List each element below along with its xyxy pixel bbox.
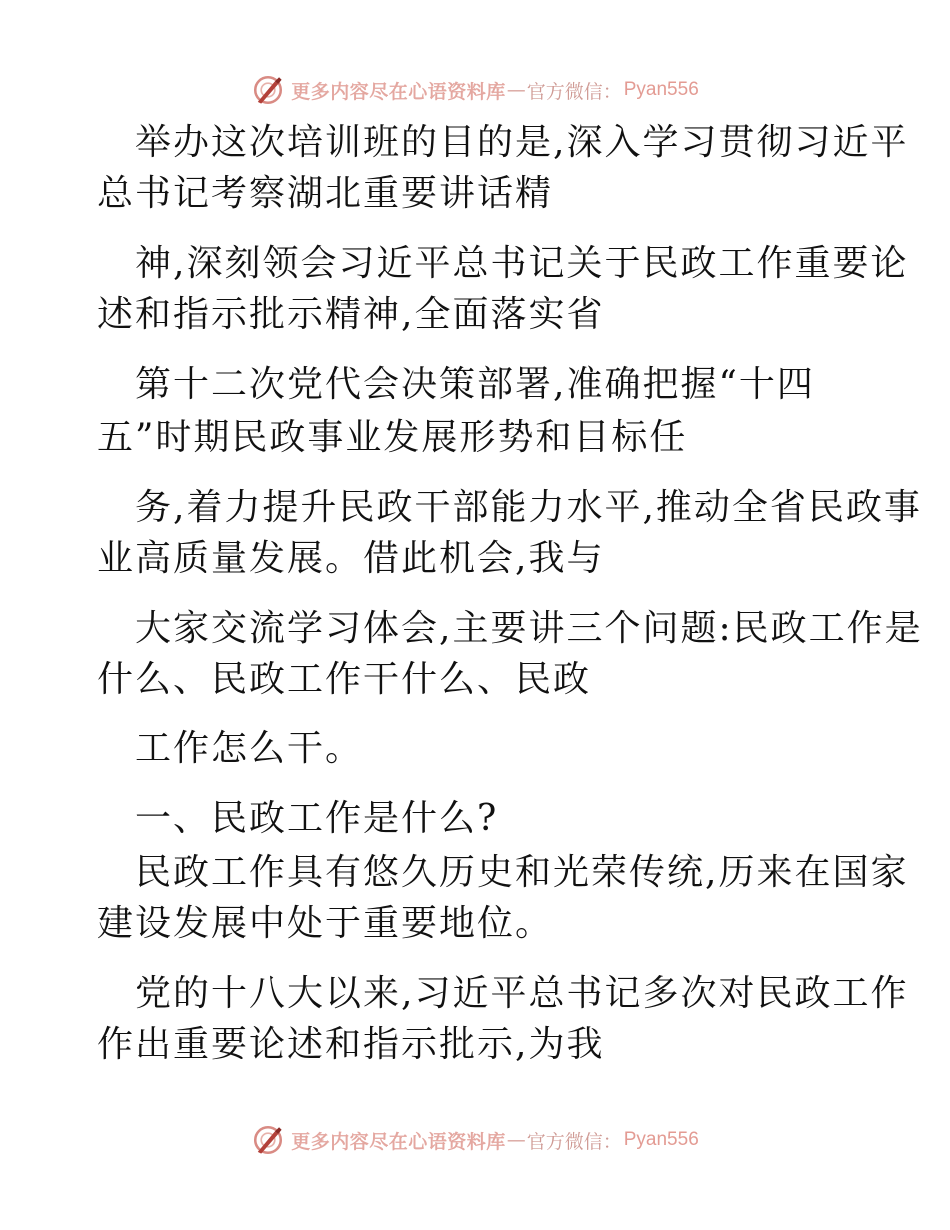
- watermark-label: 官方微信：: [526, 80, 622, 103]
- watermark-brand-text: 更多内容尽在心语资料库: [291, 80, 506, 103]
- paragraph-line: 民政工作具有悠久历史和光荣传统,历来在国家: [135, 852, 909, 893]
- paragraph-line: 五”时期民政事业发展形势和目标任: [97, 417, 688, 458]
- paragraph-line: 第十二次党代会决策部署,准确把握“十四: [135, 364, 815, 405]
- pen-circle-logo-icon: [251, 1123, 285, 1157]
- paragraph-line: 务,着力提升民政干部能力水平,推动全省民政事: [135, 487, 922, 528]
- paragraph-line: 业高质量发展。借此机会,我与: [97, 538, 605, 579]
- paragraph-line: 工作怎么干。: [135, 728, 364, 769]
- paragraph-line: 党的十八大以来,习近平总书记多次对民政工作: [135, 973, 909, 1014]
- paragraph-line: 大家交流学习体会,主要讲三个问题:民政工作是: [135, 608, 923, 649]
- paragraph-line: 作出重要论述和指示批示,为我: [97, 1024, 605, 1065]
- footer-watermark: [0, 1120, 950, 1160]
- watermark-separator: —: [506, 1129, 526, 1151]
- header-watermark: [0, 70, 950, 110]
- paragraph-line: 一、民政工作是什么?: [135, 798, 499, 839]
- pen-circle-logo-icon: [251, 73, 285, 107]
- watermark-wechat-id: Pyan556: [623, 79, 699, 100]
- paragraph-line: 神,深刻领会习近平总书记关于民政工作重要论: [135, 243, 909, 284]
- paragraph-line: 什么、民政工作干什么、民政: [97, 659, 592, 700]
- paragraph-line: 总书记考察湖北重要讲话精: [97, 173, 554, 214]
- watermark-brand-text: 更多内容尽在心语资料库: [291, 1130, 506, 1153]
- paragraph-line: 述和指示批示精神,全面落实省: [97, 294, 605, 335]
- watermark-separator: —: [506, 79, 526, 101]
- paragraph-line: 举办这次培训班的目的是,深入学习贯彻习近平: [135, 122, 909, 163]
- watermark-wechat-id: Pyan556: [623, 1129, 699, 1150]
- paragraph-line: 建设发展中处于重要地位。: [97, 903, 554, 944]
- watermark-label: 官方微信：: [526, 1130, 622, 1153]
